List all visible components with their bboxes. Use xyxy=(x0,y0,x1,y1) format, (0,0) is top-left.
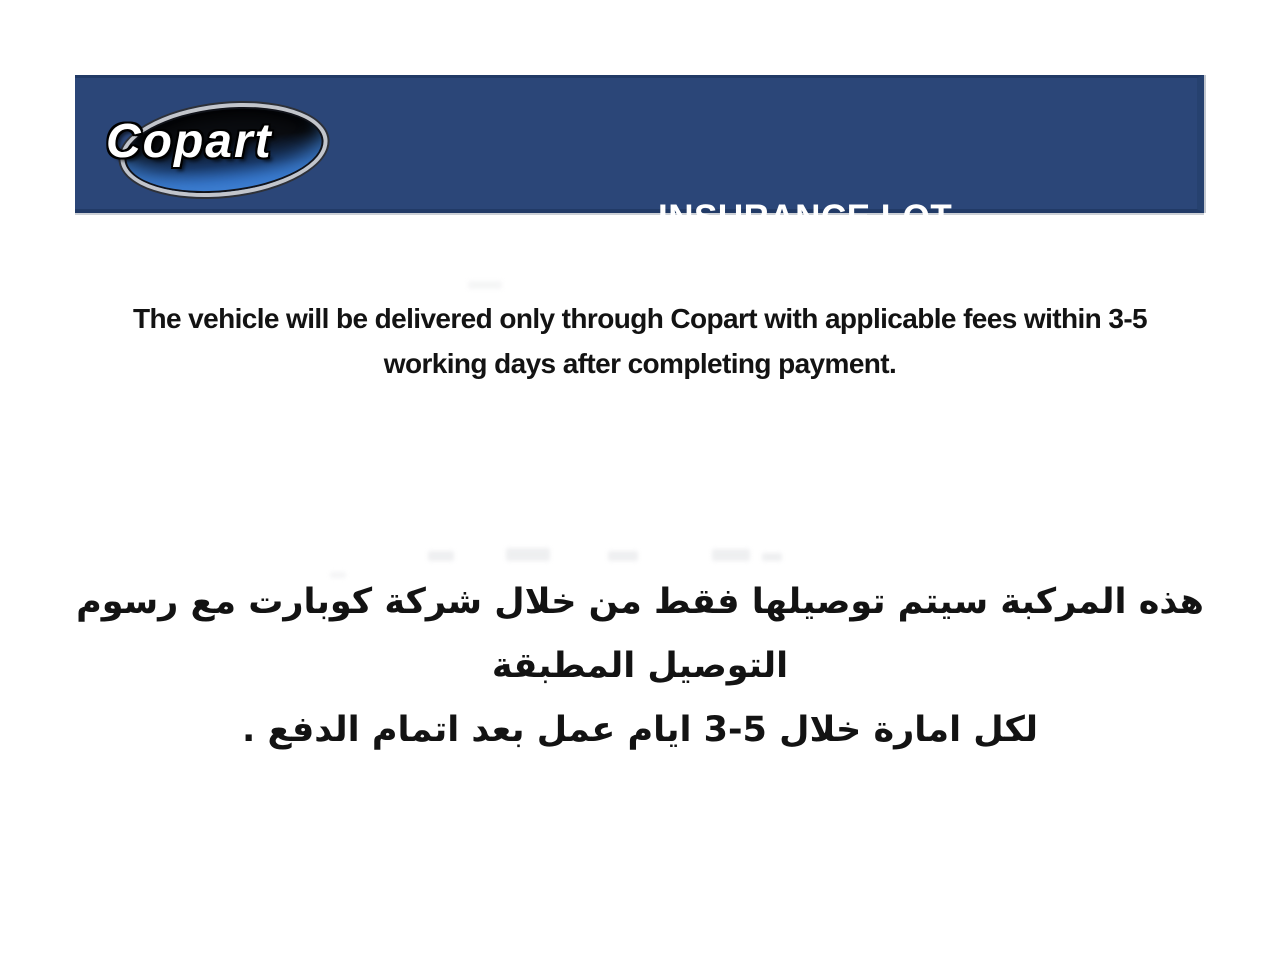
arabic-notice-line1: هذه المركبة سيتم توصيلها فقط من خلال شركة كوبارت مع رسوم التوصيل المطبقة xyxy=(76,582,1204,686)
english-notice-line1: The vehicle will be delivered only through Copart with applicable fees within 3-5 xyxy=(132,303,1148,334)
scan-artifact xyxy=(468,281,502,289)
copart-logo-text: Copart xyxy=(106,115,273,168)
arabic-notice xyxy=(0,570,1280,762)
copart-logo xyxy=(100,100,340,195)
scan-artifact xyxy=(762,553,782,561)
scan-artifact xyxy=(428,551,454,561)
english-notice-line2: working days after completing payment. xyxy=(383,348,897,379)
scan-artifact xyxy=(506,548,550,561)
scan-artifact xyxy=(712,549,750,561)
arabic-notice-line2: لكل امارة خلال 5-3 ايام عمل بعد اتمام الدفع . xyxy=(242,710,1038,750)
page-title: INSURANCE LOT xyxy=(658,198,953,237)
english-notice xyxy=(0,296,1280,386)
scan-artifact xyxy=(608,551,638,561)
